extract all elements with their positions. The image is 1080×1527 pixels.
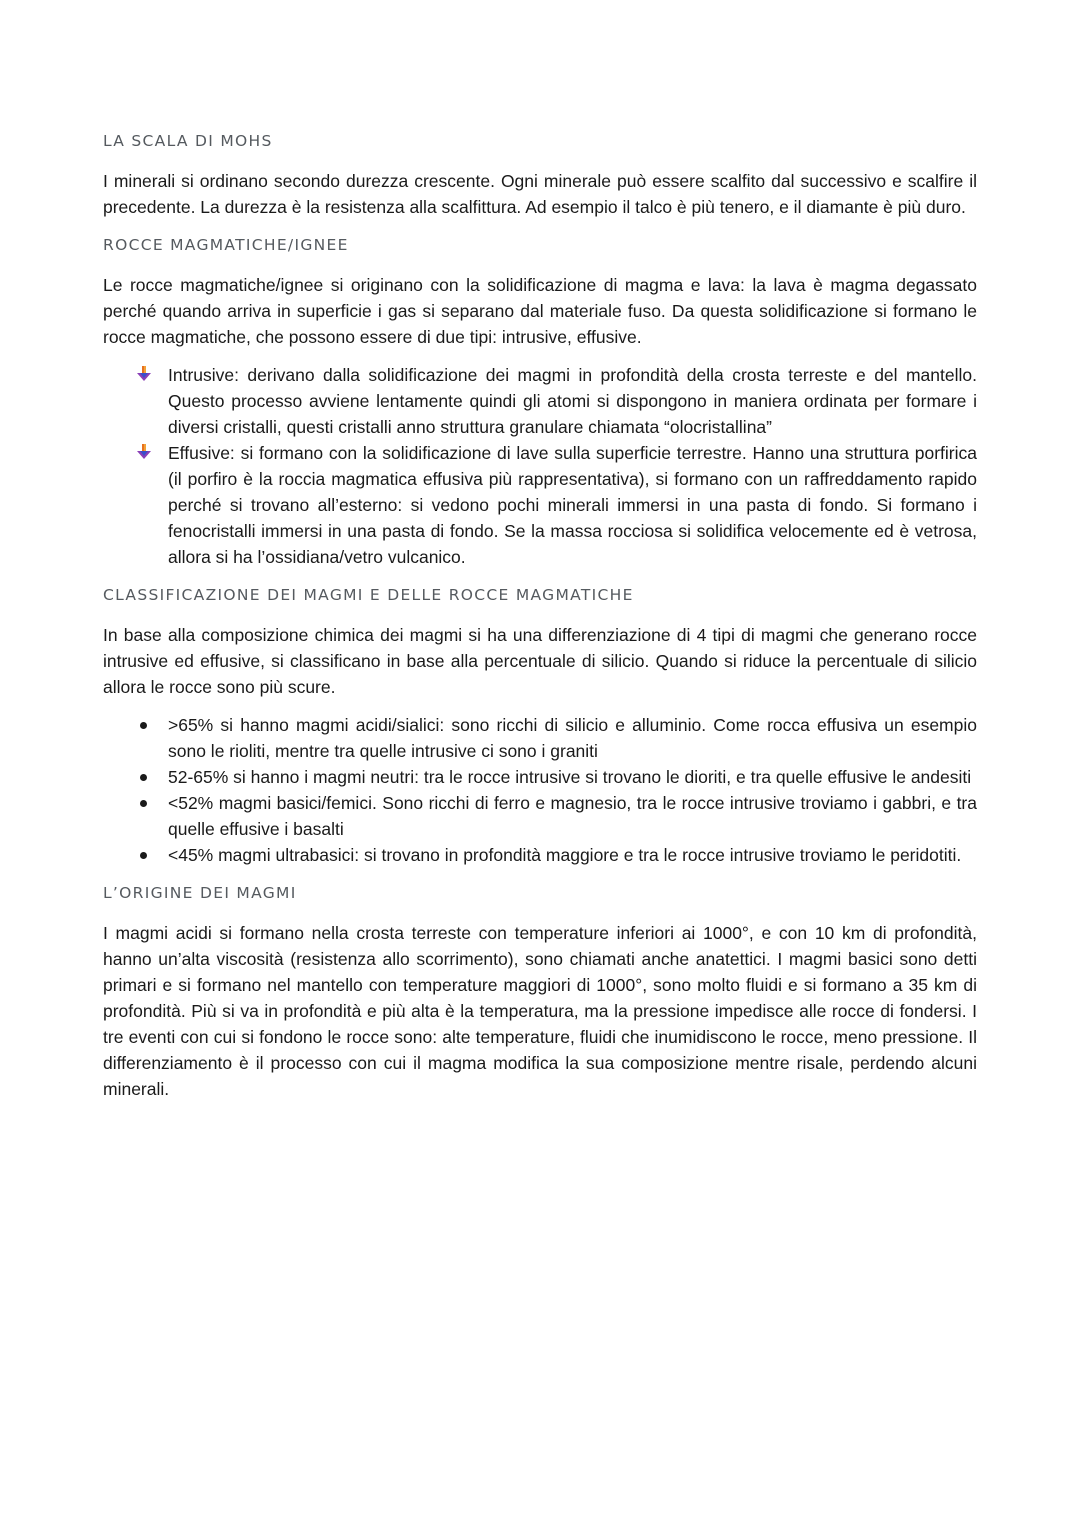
list-item-text: <45% magmi ultrabasici: si trovano in profondità maggiore e tra le rocce intrusive troviamo le peridotiti.	[168, 845, 962, 865]
list-item-text: 52-65% si hanno i magmi neutri: tra le rocce intrusive si trovano le dioriti, e tra quelle effusive le andesiti	[168, 767, 972, 787]
list-item-text: >65% si hanno magmi acidi/sialici: sono ricchi di silicio e alluminio. Come rocca effusiva un esempio sono le rioliti, mentre tra quelle intrusive ci sono i graniti	[168, 715, 977, 761]
list-item	[103, 764, 977, 790]
list-item	[103, 440, 977, 570]
section-paragraph-origine-magmi: I magmi acidi si formano nella crosta terreste con temperature inferiori ai 1000°, e con 10 km di profondità, hanno un’alta viscosità (resistenza allo scorrimento), sono chiamati anche anatettici. I magmi basici sono detti primari e si formano nel mantello con temperature maggiori di 1000°, sono molto fluidi e si formano a 35 km di profondità. Più si va in profondità e più alta è la temperatura, ma la pressione impedisce alle rocce di fondersi. I tre eventi con cui si fondono le rocce sono: alte temperature, fluidi che inumidiscono le rocce, meno pressione. Il differenziamento è il processo con cui il magma modifica la sua composizione mentre risale, perdendo alcuni minerali.	[103, 923, 977, 1099]
section-heading-classificazione: CLASSIFICAZIONE DEI MAGMI E DELLE ROCCE MAGMATICHE	[103, 586, 634, 604]
section-paragraph-mohs: I minerali si ordinano secondo durezza crescente. Ogni minerale può essere scalfito dal successivo e scalfire il precedente. La durezza è la resistenza alla scalfittura. Ad esempio il talco è più tenero, e il diamante è più duro.	[103, 171, 977, 217]
list-item	[103, 842, 977, 868]
down-arrow-bullet-icon	[137, 444, 151, 460]
bullet-dot-icon	[137, 712, 151, 738]
list-item	[103, 790, 977, 842]
list-item	[103, 712, 977, 764]
bullet-dot-icon	[137, 842, 151, 868]
down-arrow-bullet-icon	[137, 366, 151, 382]
list-item	[103, 362, 977, 440]
section-paragraph-classificazione: In base alla composizione chimica dei magmi si ha una differenziazione di 4 tipi di magmi che generano rocce intrusive ed effusive, si classificano in base alla percentuale di silicio. Quando si riduce la percentuale di silicio allora le rocce sono più scure.	[103, 625, 977, 697]
bullet-dot-icon	[137, 790, 151, 816]
list-item-text: <52% magmi basici/femici. Sono ricchi di ferro e magnesio, tra le rocce intrusive troviamo i gabbri, e tra quelle effusive i basalti	[168, 793, 977, 839]
section-heading-mohs: LA SCALA DI MOHS	[103, 132, 273, 150]
document-page	[103, 128, 977, 1114]
section-heading-rocce-magmatiche: ROCCE MAGMATICHE/IGNEE	[103, 236, 349, 254]
bullet-dot-icon	[137, 764, 151, 790]
list-item-text: Intrusive: derivano dalla solidificazione dei magmi in profondità della crosta terreste e del mantello. Questo processo avviene lentamente quindi gli atomi si dispongono in maniera ordinata per formare i diversi cristalli, questi cristalli anno struttura granulare chiamata “olocristallina”	[168, 365, 977, 437]
section-paragraph-rocce-magmatiche: Le rocce magmatiche/ignee si originano con la solidificazione di magma e lava: la lava è magma degassato perché quando arriva in superficie i gas si separano dal materiale fuso. Da questa solidificazione si formano le rocce magmatiche, che possono essere di due tipi: intrusive, effusive.	[103, 275, 977, 347]
magma-classification-list	[103, 712, 977, 868]
section-heading-origine-magmi: L’ORIGINE DEI MAGMI	[103, 884, 297, 902]
list-item-text: Effusive: si formano con la solidificazione di lave sulla superficie terrestre. Hanno una struttura porfirica (il porfiro è la roccia magmatica effusiva più rappresentativa), si formano con un raffreddamento rapido perché si trovano all’esterno: si vedono pochi minerali immersi in una pasta di fondo. Si formano i fenocristalli immersi in una pasta di fondo. Se la massa rocciosa si solidifica velocemente ed è vetrosa, allora si ha l’ossidiana/vetro vulcanico.	[168, 443, 977, 567]
rock-type-list	[103, 362, 977, 570]
